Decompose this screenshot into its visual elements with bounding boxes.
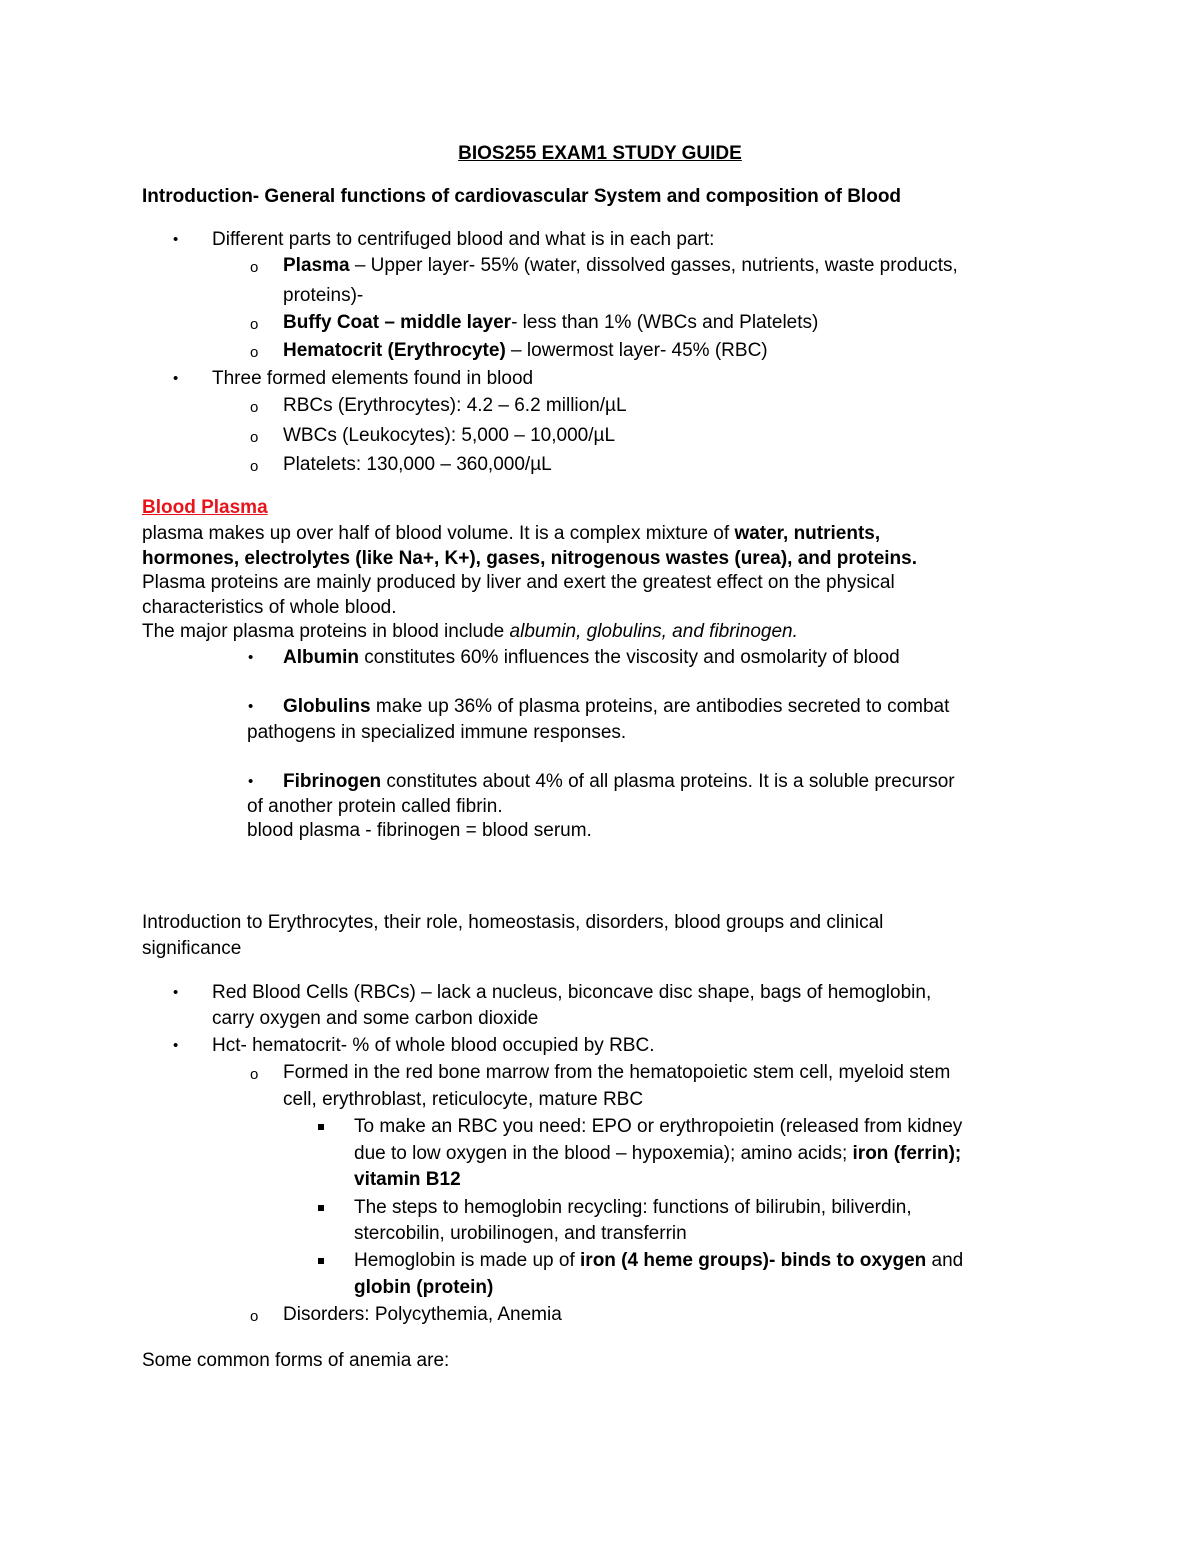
centrifuge-lead: Different parts to centrifuged blood and what is in each part: <box>212 229 715 250</box>
square-bullet-icon <box>318 1205 324 1211</box>
circle-marker: o <box>250 344 259 361</box>
formed-item-platelets: Platelets: 130,000 – 360,000/µL <box>283 454 552 475</box>
formed-elements-lead: Three formed elements found in blood <box>212 368 534 389</box>
plasma-paragraph-line: characteristics of whole blood. <box>142 597 397 618</box>
rbc-item-cont: carry oxygen and some carbon dioxide <box>212 1008 539 1029</box>
formed-item-wbc: WBCs (Leukocytes): 5,000 – 10,000/µL <box>283 425 616 446</box>
circle-marker: o <box>250 458 259 475</box>
hemoglobin-item: Hemoglobin is made up of iron (4 heme groups)- binds to oxygen and <box>354 1250 964 1271</box>
make-rbc-item: To make an RBC you need: EPO or erythropoietin (released from kidney <box>354 1116 963 1137</box>
erythrocyte-intro-cont: significance <box>142 938 242 959</box>
rbc-item: Red Blood Cells (RBCs) – lack a nucleus, biconcave disc shape, bags of hemoglobin, <box>212 982 932 1003</box>
bullet-marker: • <box>173 370 179 387</box>
plasma-paragraph-line: Plasma proteins are mainly produced by liver and exert the greatest effect on the physical <box>142 572 895 593</box>
fibrinogen-item: Fibrinogen constitutes about 4% of all plasma proteins. It is a soluble precursor <box>283 771 955 792</box>
plasma-paragraph-line: plasma makes up over half of blood volume. It is a complex mixture of water, nutrients, <box>142 523 881 544</box>
formed-in-marrow-item: Formed in the red bone marrow from the hematopoietic stem cell, myeloid stem <box>283 1062 951 1083</box>
bullet-marker: • <box>173 984 179 1001</box>
bullet-marker: • <box>248 773 254 790</box>
circle-marker: o <box>250 259 259 276</box>
hct-item: Hct- hematocrit- % of whole blood occupied by RBC. <box>212 1035 655 1056</box>
intro-heading: Introduction- General functions of cardiovascular System and composition of Blood <box>142 186 902 207</box>
circle-marker: o <box>250 316 259 333</box>
hemoglobin-item-cont: globin (protein) <box>354 1277 494 1298</box>
buffy-coat-item: Buffy Coat – middle layer- less than 1% (WBCs and Platelets) <box>283 312 819 333</box>
bullet-marker: • <box>173 231 179 248</box>
disorders-item: Disorders: Polycythemia, Anemia <box>283 1304 562 1325</box>
hb-recycling-item: The steps to hemoglobin recycling: functions of bilirubin, biliverdin, <box>354 1197 912 1218</box>
square-bullet-icon <box>318 1124 324 1130</box>
make-rbc-item-cont: vitamin B12 <box>354 1169 461 1190</box>
globulins-item: Globulins make up 36% of plasma proteins, are antibodies secreted to combat <box>283 696 950 717</box>
serum-definition: blood plasma - fibrinogen = blood serum. <box>247 820 592 841</box>
make-rbc-item-cont: due to low oxygen in the blood – hypoxemia); amino acids; iron (ferrin); <box>354 1143 962 1164</box>
bullet-marker: • <box>248 698 254 715</box>
plasma-item-cont: proteins)- <box>283 285 364 306</box>
plasma-item: Plasma – Upper layer- 55% (water, dissolved gasses, nutrients, waste products, <box>283 255 958 276</box>
anemia-lead: Some common forms of anemia are: <box>142 1350 450 1371</box>
circle-marker: o <box>250 429 259 446</box>
circle-marker: o <box>250 399 259 416</box>
circle-marker: o <box>250 1308 259 1325</box>
formed-item-rbc: RBCs (Erythrocytes): 4.2 – 6.2 million/µL <box>283 395 627 416</box>
square-bullet-icon <box>318 1258 324 1264</box>
circle-marker: o <box>250 1066 259 1083</box>
blood-plasma-heading: Blood Plasma <box>142 497 268 518</box>
formed-in-marrow-cont: cell, erythroblast, reticulocyte, mature RBC <box>283 1089 644 1110</box>
globulins-item-cont: pathogens in specialized immune responses. <box>247 722 627 743</box>
plasma-paragraph-line: hormones, electrolytes (like Na+, K+), gases, nitrogenous wastes (urea), and proteins. <box>142 548 918 569</box>
page-title: BIOS255 EXAM1 STUDY GUIDE <box>458 143 742 164</box>
albumin-item: Albumin constitutes 60% influences the viscosity and osmolarity of blood <box>283 647 900 668</box>
fibrinogen-item-cont: of another protein called fibrin. <box>247 796 503 817</box>
bullet-marker: • <box>248 649 254 666</box>
hb-recycling-item-cont: stercobilin, urobilinogen, and transferrin <box>354 1223 687 1244</box>
plasma-paragraph-line: The major plasma proteins in blood include albumin, globulins, and fibrinogen. <box>142 621 798 642</box>
erythrocyte-intro: Introduction to Erythrocytes, their role, homeostasis, disorders, blood groups and clinical <box>142 912 884 933</box>
bullet-marker: • <box>173 1037 179 1054</box>
hematocrit-item: Hematocrit (Erythrocyte) – lowermost layer- 45% (RBC) <box>283 340 768 361</box>
